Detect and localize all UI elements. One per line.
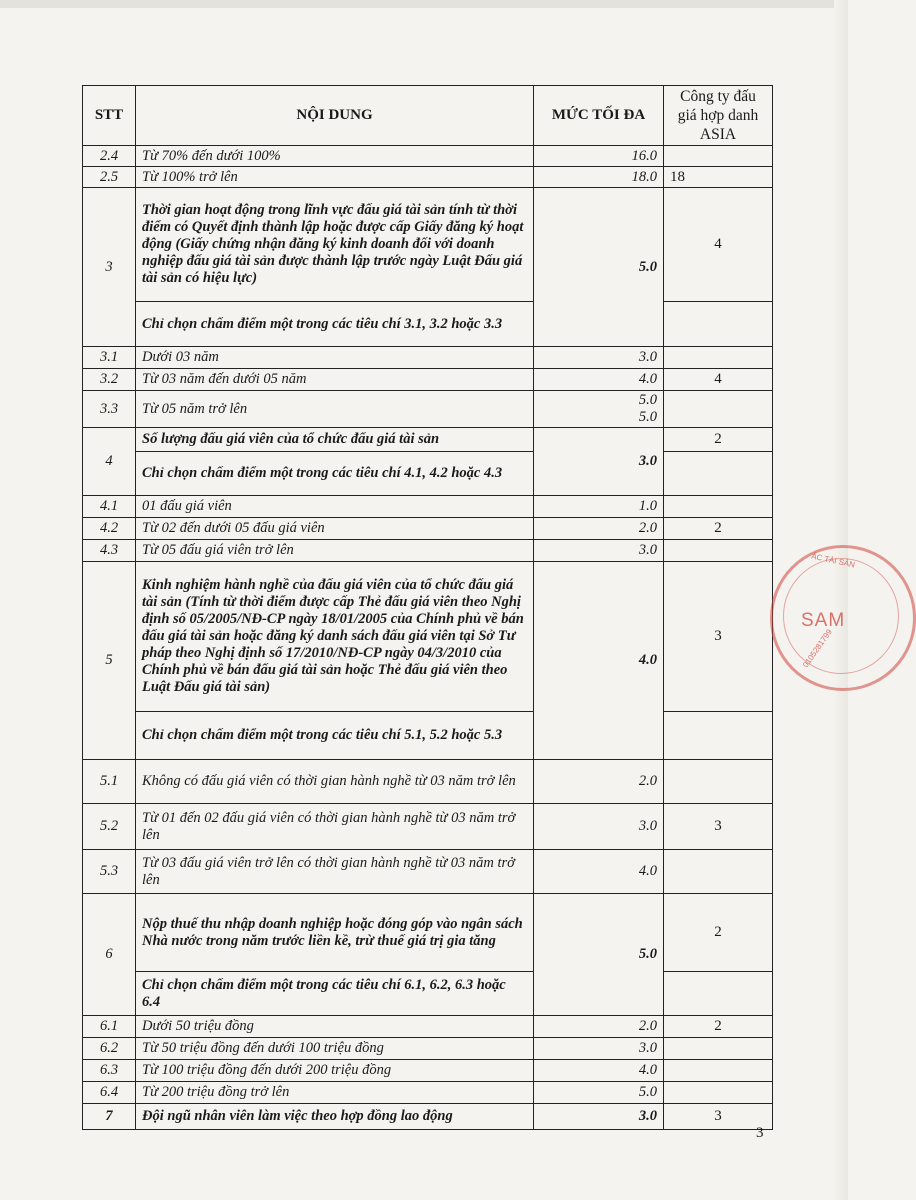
table-row	[83, 518, 773, 540]
row-content: Từ 03 năm đến dưới 05 năm	[136, 369, 534, 391]
table-row	[83, 369, 773, 391]
row-content: 01 đấu giá viên	[136, 496, 534, 518]
row-max: 2.0	[534, 1016, 664, 1038]
table-row-note	[83, 972, 773, 1016]
row-score: 3	[664, 1104, 773, 1130]
row-stt: 7	[83, 1104, 136, 1130]
table-row	[83, 850, 773, 894]
row-stt: 6.1	[83, 1016, 136, 1038]
row-content: Từ 02 đến dưới 05 đấu giá viên	[136, 518, 534, 540]
row-content: Dưới 03 năm	[136, 347, 534, 369]
table-row-note	[83, 302, 773, 347]
row-stt: 4.2	[83, 518, 136, 540]
row-max: 5.0	[534, 188, 664, 347]
table-row	[83, 540, 773, 562]
table-row	[83, 760, 773, 804]
table-row	[83, 496, 773, 518]
table-row	[83, 1082, 773, 1104]
page-number: 3	[756, 1125, 764, 1141]
row-max: 3.0	[534, 1104, 664, 1130]
row-content: Từ 05 năm trở lên	[136, 391, 534, 428]
row-max: 3.0	[534, 804, 664, 850]
row-stt: 2.4	[83, 146, 136, 167]
table-row	[83, 428, 773, 452]
row-note: Chỉ chọn chấm điểm một trong các tiêu chí 6.1, 6.2, 6.3 hoặc 6.4	[136, 972, 534, 1016]
row-score	[664, 850, 773, 894]
table-row	[83, 1038, 773, 1060]
row-max: 4.0	[534, 369, 664, 391]
row-stt: 5.3	[83, 850, 136, 894]
row-content: Từ 01 đến 02 đấu giá viên có thời gian hành nghề từ 03 năm trở lên	[136, 804, 534, 850]
row-content: Không có đấu giá viên có thời gian hành nghề từ 03 năm trở lên	[136, 760, 534, 804]
row-stt: 3.3	[83, 391, 136, 428]
row-stt: 6.2	[83, 1038, 136, 1060]
row-score	[664, 146, 773, 167]
row-max: 4.0	[534, 1060, 664, 1082]
row-content: Từ 100 triệu đồng đến dưới 200 triệu đồng	[136, 1060, 534, 1082]
row-max: 5.0	[534, 894, 664, 1016]
header-content: NỘI DUNG	[136, 86, 534, 146]
row-content: Từ 50 triệu đồng đến dưới 100 triệu đồng	[136, 1038, 534, 1060]
row-max: 2.0	[534, 760, 664, 804]
row-max-duplicate: 5.0	[638, 409, 657, 425]
row-max: 3.0	[534, 347, 664, 369]
row-score	[664, 540, 773, 562]
row-max: 4.0	[534, 850, 664, 894]
row-score	[664, 1082, 773, 1104]
row-content: Từ 05 đấu giá viên trở lên	[136, 540, 534, 562]
stamp-side-text: 0105281799	[801, 627, 834, 670]
row-score	[664, 1060, 773, 1082]
row-stt: 6	[83, 894, 136, 1016]
row-score: 2	[664, 428, 773, 452]
table-row	[83, 347, 773, 369]
row-note: Chỉ chọn chấm điểm một trong các tiêu chí 5.1, 5.2 hoặc 5.3	[136, 712, 534, 760]
row-stt: 4.1	[83, 496, 136, 518]
table-row-note	[83, 712, 773, 760]
row-score: 3	[664, 804, 773, 850]
row-stt: 2.5	[83, 167, 136, 188]
row-stt: 3	[83, 188, 136, 347]
row-stt: 4.3	[83, 540, 136, 562]
row-score	[664, 391, 773, 428]
row-score: 18	[664, 167, 773, 188]
row-note: Chỉ chọn chấm điểm một trong các tiêu chí 3.1, 3.2 hoặc 3.3	[136, 302, 534, 347]
row-stt: 5.2	[83, 804, 136, 850]
table-row-note	[83, 452, 773, 496]
table-row	[83, 1016, 773, 1038]
row-score: 2	[664, 894, 773, 972]
row-max: 3.0	[534, 540, 664, 562]
row-content: Dưới 50 triệu đồng	[136, 1016, 534, 1038]
table-row	[83, 188, 773, 302]
row-max: 2.0	[534, 518, 664, 540]
row-score: 2	[664, 518, 773, 540]
row-stt: 4	[83, 428, 136, 496]
row-score: 4	[664, 188, 773, 302]
row-stt: 5	[83, 562, 136, 760]
row-score	[664, 760, 773, 804]
row-content: Từ 100% trở lên	[136, 167, 534, 188]
row-max: 5.0	[638, 392, 657, 408]
table-row	[83, 167, 773, 188]
row-stt: 5.1	[83, 760, 136, 804]
row-score-empty	[664, 972, 773, 1016]
table-header-row	[83, 86, 773, 146]
row-content: Từ 200 triệu đồng trở lên	[136, 1082, 534, 1104]
table-row	[83, 1104, 773, 1130]
row-score	[664, 1038, 773, 1060]
row-content: Đội ngũ nhân viên làm việc theo hợp đồng lao động	[136, 1104, 534, 1130]
row-max: 18.0	[534, 167, 664, 188]
row-score	[664, 496, 773, 518]
row-stt: 3.1	[83, 347, 136, 369]
row-max: 4.0	[534, 562, 664, 760]
row-score: 2	[664, 1016, 773, 1038]
stamp-mid-text: SAM	[801, 610, 846, 631]
row-score	[664, 347, 773, 369]
row-stt: 3.2	[83, 369, 136, 391]
table-row	[83, 894, 773, 972]
scan-top-edge	[0, 0, 848, 8]
header-max: MỨC TỐI ĐA	[534, 86, 664, 146]
table-row	[83, 562, 773, 712]
table-row	[83, 1060, 773, 1082]
row-score: 3	[664, 562, 773, 712]
scoring-table	[82, 85, 773, 1130]
row-stt: 6.3	[83, 1060, 136, 1082]
row-content: Từ 03 đấu giá viên trở lên có thời gian hành nghề từ 03 năm trở lên	[136, 850, 534, 894]
row-content: Nộp thuế thu nhập doanh nghiệp hoặc đóng góp vào ngân sách Nhà nước trong năm trước liền kề, trừ thuế giá trị gia tăng	[136, 894, 534, 972]
row-max-stacked	[534, 391, 664, 428]
row-max: 1.0	[534, 496, 664, 518]
row-score-empty	[664, 712, 773, 760]
header-stt: STT	[83, 86, 136, 146]
row-content: Thời gian hoạt động trong lĩnh vực đấu giá tài sản tính từ thời điểm có Quyết định thành lập hoặc được cấp Giấy đăng ký hoạt động (Giấy chứng nhận đăng ký kinh doanh đối với doanh nghiệp đấu giá tài sản được thành lập trước ngày Luật Đấu giá tài sản có hiệu lực)	[136, 188, 534, 302]
row-max: 16.0	[534, 146, 664, 167]
row-content: Từ 70% đến dưới 100%	[136, 146, 534, 167]
table-row	[83, 804, 773, 850]
row-score-empty	[664, 302, 773, 347]
row-max: 5.0	[534, 1082, 664, 1104]
row-score-empty	[664, 452, 773, 496]
row-score: 4	[664, 369, 773, 391]
table-row	[83, 391, 773, 428]
table-row	[83, 146, 773, 167]
company-stamp	[770, 545, 916, 691]
row-content: Số lượng đấu giá viên của tổ chức đấu giá tài sản	[136, 428, 534, 452]
row-note: Chỉ chọn chấm điểm một trong các tiêu chí 4.1, 4.2 hoặc 4.3	[136, 452, 534, 496]
stamp-top-text: ÁC TÀI SẢN	[810, 551, 856, 570]
row-max: 3.0	[534, 428, 664, 496]
header-company: Công ty đấu giá hợp danh ASIA	[664, 86, 773, 146]
row-max: 3.0	[534, 1038, 664, 1060]
row-stt: 6.4	[83, 1082, 136, 1104]
row-content: Kinh nghiệm hành nghề của đấu giá viên của tổ chức đấu giá tài sản (Tính từ thời điểm được cấp Thẻ đấu giá viên theo Nghị định số 05/2005/NĐ-CP ngày 18/01/2005 của Chính phủ về bán đấu giá tài sản hoặc đăng ký danh sách đấu giá viên tại Sở Tư pháp theo Nghị định số 17/2010/NĐ-CP ngày 04/3/2010 của Chính phủ về bán đấu giá tài sản hoặc Thẻ đấu giá viên theo Luật Đấu giá tài sản)	[136, 562, 534, 712]
